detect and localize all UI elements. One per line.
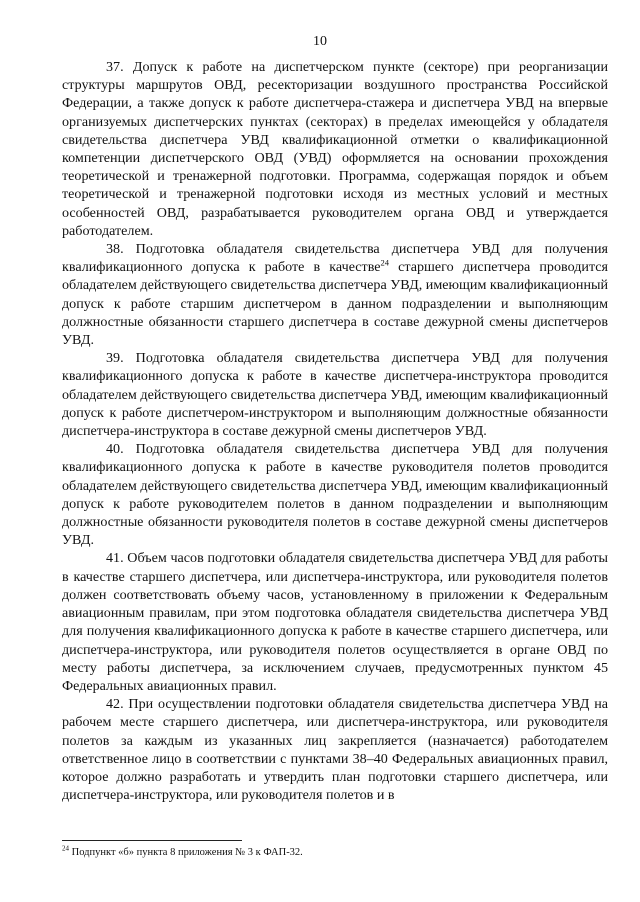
paragraph-text: 38. Подготовка обладателя свидетельства диспетчера УВД для получения квалификационного допуска к работе в качестве: [62, 241, 608, 276]
paragraph-text-continued: старшего диспетчера проводится обладателем действующего свидетельства диспетчера УВД, имеющим квалификационный допуск к работе старшим диспетчером в данном подразделении и выполняющим должностные обязанности старшего диспетчера в составе дежурной смены диспетчеров УВД.: [62, 259, 609, 349]
paragraph-37: [62, 58, 608, 240]
paragraph-38: [62, 240, 608, 349]
footnote-divider: [62, 840, 242, 841]
paragraph-text: 37. Допуск к работе на диспетчерском пункте (секторе) при реорганизации структуры маршрутов ОВД, ресекторизации воздушного пространства Российской Федерации, а также допуск к работе диспетчера-стажера и диспетчера УВД на впервые организуемых диспетчерских пунктах (секторах) в пределах имеющейся у обладателя свидетельства диспетчера УВД квалификационной отметки о квалификационной компетенции диспетчерского ОВД (УВД) оформляется на основании прохождения теоретической и тренажерной подготовки. Программа, содержащая порядок и объем теоретической и тренажерной подготовки исходя из местных условий и местных особенностей ОВД, разрабатывается руководителем органа ОВД и утверждается работодателем.: [62, 59, 608, 239]
paragraph-42: [62, 695, 608, 804]
body-text: [62, 58, 608, 804]
paragraph-text: 40. Подготовка обладателя свидетельства диспетчера УВД для получения квалификационного допуска к работе в качестве руководителя полетов проводится обладателем действующего свидетельства диспетчера УВД, имеющим квалификационный допуск к работе руководителем полетов в данном подразделении и выполняющим должностные обязанности руководителя полетов в составе дежурной смены диспетчеров УВД.: [62, 441, 608, 549]
paragraph-41: [62, 549, 608, 695]
paragraph-40: [62, 440, 608, 549]
paragraph-text: 42. При осуществлении подготовки обладателя свидетельства диспетчера УВД на рабочем месте старшего диспетчера, или диспетчера-инструктора, или руководителя полетов за каждым из указанных лиц закрепляется (назначается) работодателем ответственное лицо в соответствии с пунктами 38–40 Федеральных авиационных правил, которое должно разработать и утвердить план подготовки старшего диспетчера, или диспетчера-инструктора, или руководителя полетов и в: [62, 696, 608, 804]
footnote-mark: 24: [62, 844, 69, 853]
footnote: [62, 846, 608, 859]
paragraph-39: [62, 349, 608, 440]
page-number: 10: [313, 34, 327, 49]
footnote-text: Подпункт «б» пункта 8 приложения № 3 к ФАП-32.: [69, 847, 303, 858]
footnote-reference: 24: [380, 257, 390, 268]
paragraph-text: 39. Подготовка обладателя свидетельства диспетчера УВД для получения квалификационного допуска к работе в качестве диспетчера-инструктора проводится обладателем действующего свидетельства диспетчера УВД, имеющим квалификационный допуск к работе диспетчером-инструктором и выполняющим должностные обязанности диспетчера-инструктора в составе дежурной смены диспетчеров УВД.: [62, 350, 608, 440]
paragraph-text: 41. Объем часов подготовки обладателя свидетельства диспетчера УВД для работы в качестве старшего диспетчера, или диспетчера-инструктора, или руководителя полетов должен соответствовать объему часов, установленному в приложении к Федеральным авиационным правилам, при этом подготовка обладателя свидетельства диспетчера УВД для получения квалификационного допуска к работе в качестве старшего диспетчера, или диспетчера-инструктора, или руководителя полетов осуществляется в органе ОВД по месту работы диспетчера, за исключением случаев, предусмотренных пунктом 45 Федеральных авиационных правил.: [62, 550, 608, 694]
